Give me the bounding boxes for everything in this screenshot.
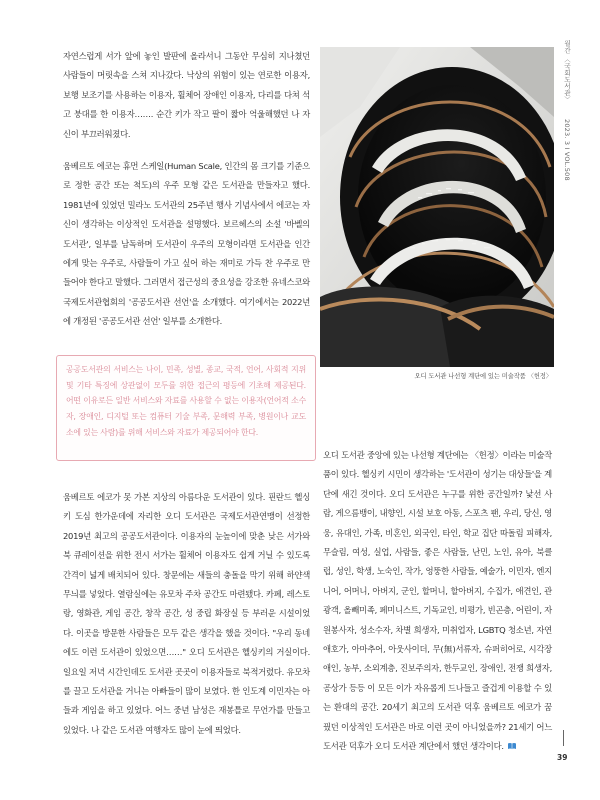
quote-text: 공공도서관의 서비스는 나이, 민족, 성별, 종교, 국적, 언어, 사회적 지위 및 기타 특징에 상관없이 모두를 위한 접근의 평등에 기초해 제공된다. 어떤 이유로든 일반 서비스와 자료를 사용할 수 없는 이용자(언어적 소수자, 장애인, 디지털 또는 컴퓨터 기술 부족, 문해력 부족, 병원이나 교도소에 있는 사람)를 위해 서비스와 자료가 제공되어야 한다.: [66, 365, 306, 437]
body-paragraph-dedication-text: 오디 도서관 중앙에 있는 나선형 계단에는 〈헌정〉이라는 미술작품이 있다. 헬싱키 시민이 생각하는 '도서관이 성기는 대상들'을 계단에 새긴 것이다. 오디 도서관은 누구를 위한 공간일까? 낯선 사람, 게으름뱅이, 내향인, 시설 보호 아동, 스포츠 팬, 우리, 당신, 영웅, 유대인, 가족, 비혼인, 외국인, 타인, 학교 집단 따돌림 피해자, 무슬림, 여성, 실업, 사람들, 좋은 사람들, 난민, 노인, 유아, 북클럽, 성인, 학생, 노숙인, 작가, 엉뚱한 사람들, 예술가, 이민자, 엔지니어, 어머니, 아버지, 군인, 할머니, 할아버지, 수집가, 애견인, 관광객, 올빼미족, 페미니스트, 기독교인, 비평가, 빈곤층, 어린이, 자원봉사자, 성소수자, 차별 희생자, 미취업자, LGBTQ 청소년, 자연 애호가, 아마추어, 아웃사이더, 무(無)서류자, 슈퍼히어로, 시각장애인, 농부, 소외계층, 진보주의자, 한두교인, 장애인, 전쟁 희생자, 공상가 등등 이 모든 이가 자유롭게 드나들고 즐겁게 이용할 수 있는 환대의 공간. 20세기 최고의 도서관 덕후 움베르토 에코가 꿈꿨던 이상적인 도서관은 바로 이런 곳이 아니었을까? 21세기 어느 도서관 덕후가 오디 도서관 계단에서 했던 생각이다.: [323, 450, 552, 752]
quote-box: [56, 355, 316, 461]
book-icon: [507, 738, 517, 757]
issue-sidebar: [558, 40, 572, 250]
spiral-staircase-photo: [320, 47, 554, 367]
photo-caption: 오디 도서관 나선형 계단에 있는 미술작품 〈헌정〉: [414, 373, 552, 380]
page-number-rule: [563, 730, 564, 746]
page-number: 39: [557, 753, 568, 762]
body-paragraph-dedication: [323, 446, 552, 758]
body-paragraph-oodi: 움베르토 에코가 못 가본 지상의 아름다운 도서관이 있다. 핀란드 헬싱키 도심 한가운데에 자리한 오디 도서관은 국제도서관연맹이 선정한 2019년 최고의 공공도서관이다. 이용자의 눈높이에 맞춘 낮은 서가와 북 큐레이션을 위한 전시 서가는 휠체어 이용자도 쉽게 거닐 수 있도록 간격이 넓게 배치되어 있다. 창문에는 새들의 충돌을 막기 위해 하얀색 무늬를 넣었다. 열람실에는 유모차 주차 공간도 마련됐다. 카페, 레스토랑, 영화관, 게임 공간, 창작 공간, 성 중립 화장실 등 부러운 시설이었다. 이곳을 방문한 사람들은 모두 같은 생각을 했을 것이다. "우리 동네에도 이런 도서관이 있었으면……" 오디 도서관은 헬싱키의 거실이다. 일요일 저녁 시간인데도 도서관 곳곳이 이용자들로 북적거렸다. 유모차를 끌고 도서관을 거니는 아빠들이 많이 보였다. 한 인도계 이민자는 아들과 게임을 하고 있었다. 어느 중년 남성은 재봉틀로 무언가를 만들고 있었다. 나 같은 도서관 여행자도 많이 눈에 띄었다.: [63, 492, 310, 735]
publication-name: 월간 〈국회도서관〉: [563, 40, 571, 103]
issue-info: 2023. 3 I VOL.508: [563, 118, 571, 181]
body-paragraph-intro: 자연스럽게 서가 앞에 놓인 발판에 올라서니 그동안 무심히 지나쳤던 사람들이 머릿속을 스쳐 지나갔다. 낙상의 위험이 있는 연로한 이용자, 보행 보조기를 사용하는 이용자, 휠체어 장애인 이용자, 다리를 다쳐 석고 붕대를 한 이용자……. 순간 키가 작고 팔이 짧아 억울해했던 나 자신이 부끄러워졌다.: [63, 51, 310, 139]
body-paragraph-eco: 움베르토 에코는 휴먼 스케일(Human Scale, 인간의 몸 크기를 기준으로 정한 공간 또는 척도)의 우주 모형 같은 도서관을 만들자고 했다. 1981년에 있었던 밀라노 도서관의 25주년 행사 기념사에서 에코는 자신이 생각하는 이상적인 도서관을 설명했다. 보르헤스의 소설 '바벨의 도서관', 일부를 남독하며 도서관이 우주의 모형이라면 도서관을 인간에게 맞는 우주로, 사람들이 가고 싶어 하는 재미로 가득 찬 우주로 만들어야 한다고 말했다. 그러면서 접근성의 중요성을 강조한 유네스코와 국제도서관협회의 '공공도서관 선언'을 소개했다. 여기에서는 2022년에 개정된 '공공도서관 선언' 일부를 소개한다.: [63, 161, 310, 327]
